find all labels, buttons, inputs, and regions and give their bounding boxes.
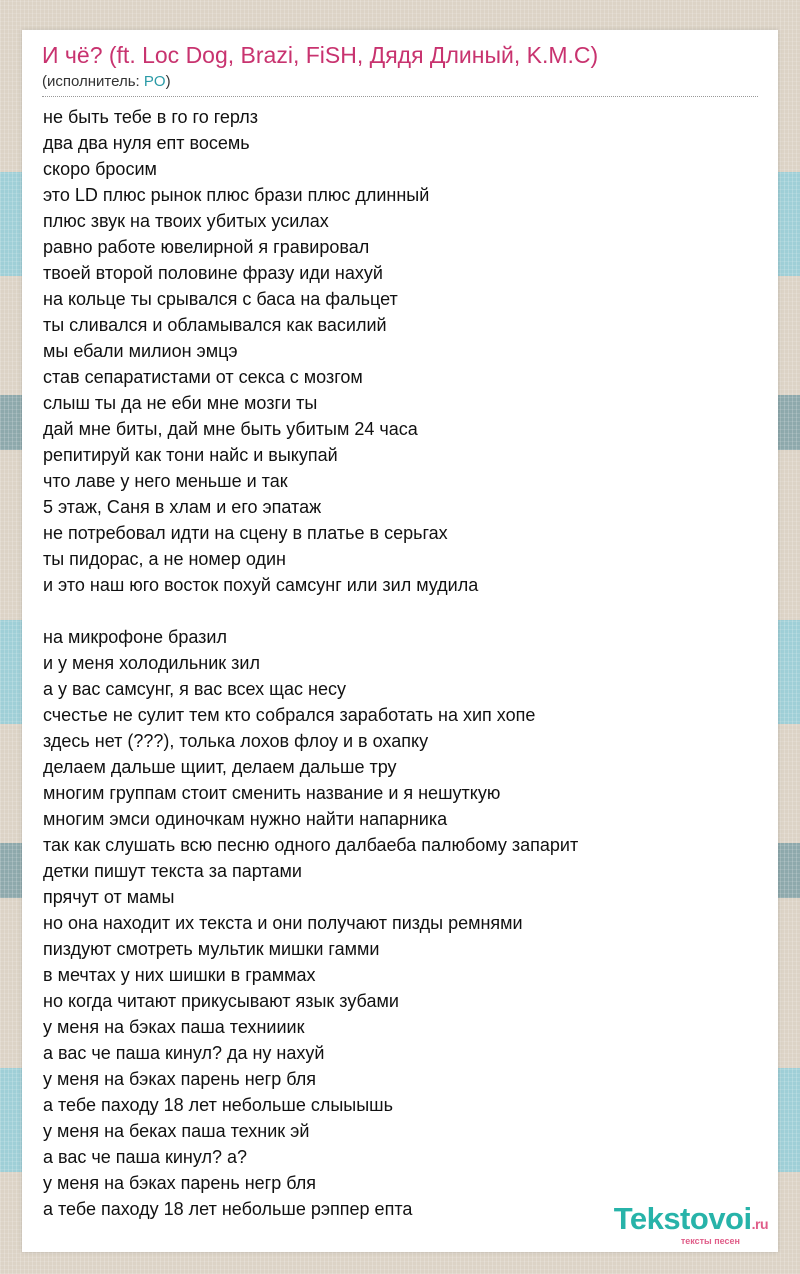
- lyric-line: не потребовал идти на сцену в платье в серьгах: [43, 523, 448, 543]
- page-title: И чё? (ft. Loc Dog, Brazi, FiSH, Дядя Длиный, K.M.C): [42, 42, 599, 68]
- lyric-line: скоро бросим: [43, 159, 157, 179]
- lyric-line: два два нуля епт восемь: [43, 133, 250, 153]
- lyric-line: 5 этаж, Саня в хлам и его эпатаж: [43, 497, 322, 517]
- title-divider: [42, 96, 758, 97]
- lyric-line: на микрофоне бразил: [43, 627, 227, 647]
- lyric-line: пиздуют смотреть мультик мишки гамми: [43, 939, 380, 959]
- lyrics-card: [22, 30, 778, 1252]
- lyric-line: прячут от мамы: [43, 887, 175, 907]
- lyric-line: у меня на бэках парень негр бля: [43, 1069, 316, 1089]
- lyric-line: репитируй как тони найс и выкупай: [43, 445, 338, 465]
- lyrics-body: [43, 104, 763, 1222]
- lyric-line: что лаве у него меньше и так: [43, 471, 288, 491]
- lyric-line: так как слушать всю песню одного далбаеба палюбому запарит: [43, 835, 579, 855]
- logo-tld: .ru: [751, 1216, 768, 1232]
- lyric-line: дай мне биты, дай мне быть убитым 24 часа: [43, 419, 418, 439]
- lyric-line: ты пидорас, а не номер один: [43, 549, 286, 569]
- lyric-line: плюс звук на твоих убитых усилах: [43, 211, 329, 231]
- artist-suffix: ): [165, 73, 171, 90]
- artist-prefix: (исполнитель:: [42, 73, 144, 90]
- lyric-line: а вас че паша кинул? а?: [43, 1147, 247, 1167]
- lyric-line: а у вас самсунг, я вас всех щас несу: [43, 679, 346, 699]
- logo-wordmark: [614, 1203, 768, 1240]
- stanza-break: [43, 598, 763, 624]
- lyric-line: у меня на бэках парень негр бля: [43, 1173, 316, 1193]
- lyric-line: многим группам стоит сменить название и я нешуткую: [43, 783, 501, 803]
- lyric-line: а вас че паша кинул? да ну нахуй: [43, 1043, 325, 1063]
- lyric-line: у меня на бэках паша технииик: [43, 1017, 305, 1037]
- lyric-line: и это наш юго восток похуй самсунг или зил мудила: [43, 575, 479, 595]
- lyric-line: счестье не сулит тем кто собрался заработать на хип хопе: [43, 705, 536, 725]
- lyric-line: детки пишут текста за партами: [43, 861, 302, 881]
- lyric-line: многим эмси одиночкам нужно найти напарника: [43, 809, 448, 829]
- lyric-line: но она находит их текста и они получают пизды ремнями: [43, 913, 523, 933]
- lyric-line: на кольце ты срывался с баса на фальцет: [43, 289, 398, 309]
- artist-line: [42, 73, 171, 90]
- lyric-line: в мечтах у них шишки в граммах: [43, 965, 316, 985]
- lyric-line: здесь нет (???), толька лохов флоу и в охапку: [43, 731, 429, 751]
- lyric-line: ты сливался и обламывался как василий: [43, 315, 387, 335]
- logo-name: Tekstovoi: [613, 1201, 752, 1236]
- lyric-line: у меня на беках паша техник эй: [43, 1121, 310, 1141]
- lyric-line: и у меня холодильник зил: [43, 653, 260, 673]
- lyric-line: мы ебали милион эмцэ: [43, 341, 238, 361]
- site-logo[interactable]: [614, 1203, 768, 1246]
- lyric-line: слыш ты да не еби мне мозги ты: [43, 393, 318, 413]
- lyric-line: а тебе паходу 18 лет небольше рэппер епта: [43, 1199, 413, 1219]
- lyric-line: твоей второй половине фразу иди нахуй: [43, 263, 383, 283]
- lyric-line: равно работе ювелирной я гравировал: [43, 237, 370, 257]
- logo-tagline: тексты песен: [680, 1236, 740, 1246]
- artist-link[interactable]: PO: [143, 73, 166, 90]
- lyric-line: это LD плюс рынок плюс брази плюс длинный: [43, 185, 430, 205]
- lyric-line: делаем дальше щиит, делаем дальше тру: [43, 757, 397, 777]
- lyric-line: но когда читают прикусывают язык зубами: [43, 991, 399, 1011]
- lyric-line: не быть тебе в го го герлз: [43, 107, 259, 127]
- lyric-line: став сепаратистами от секса с мозгом: [43, 367, 363, 387]
- lyric-line: а тебе паходу 18 лет небольше слыыышь: [43, 1095, 393, 1115]
